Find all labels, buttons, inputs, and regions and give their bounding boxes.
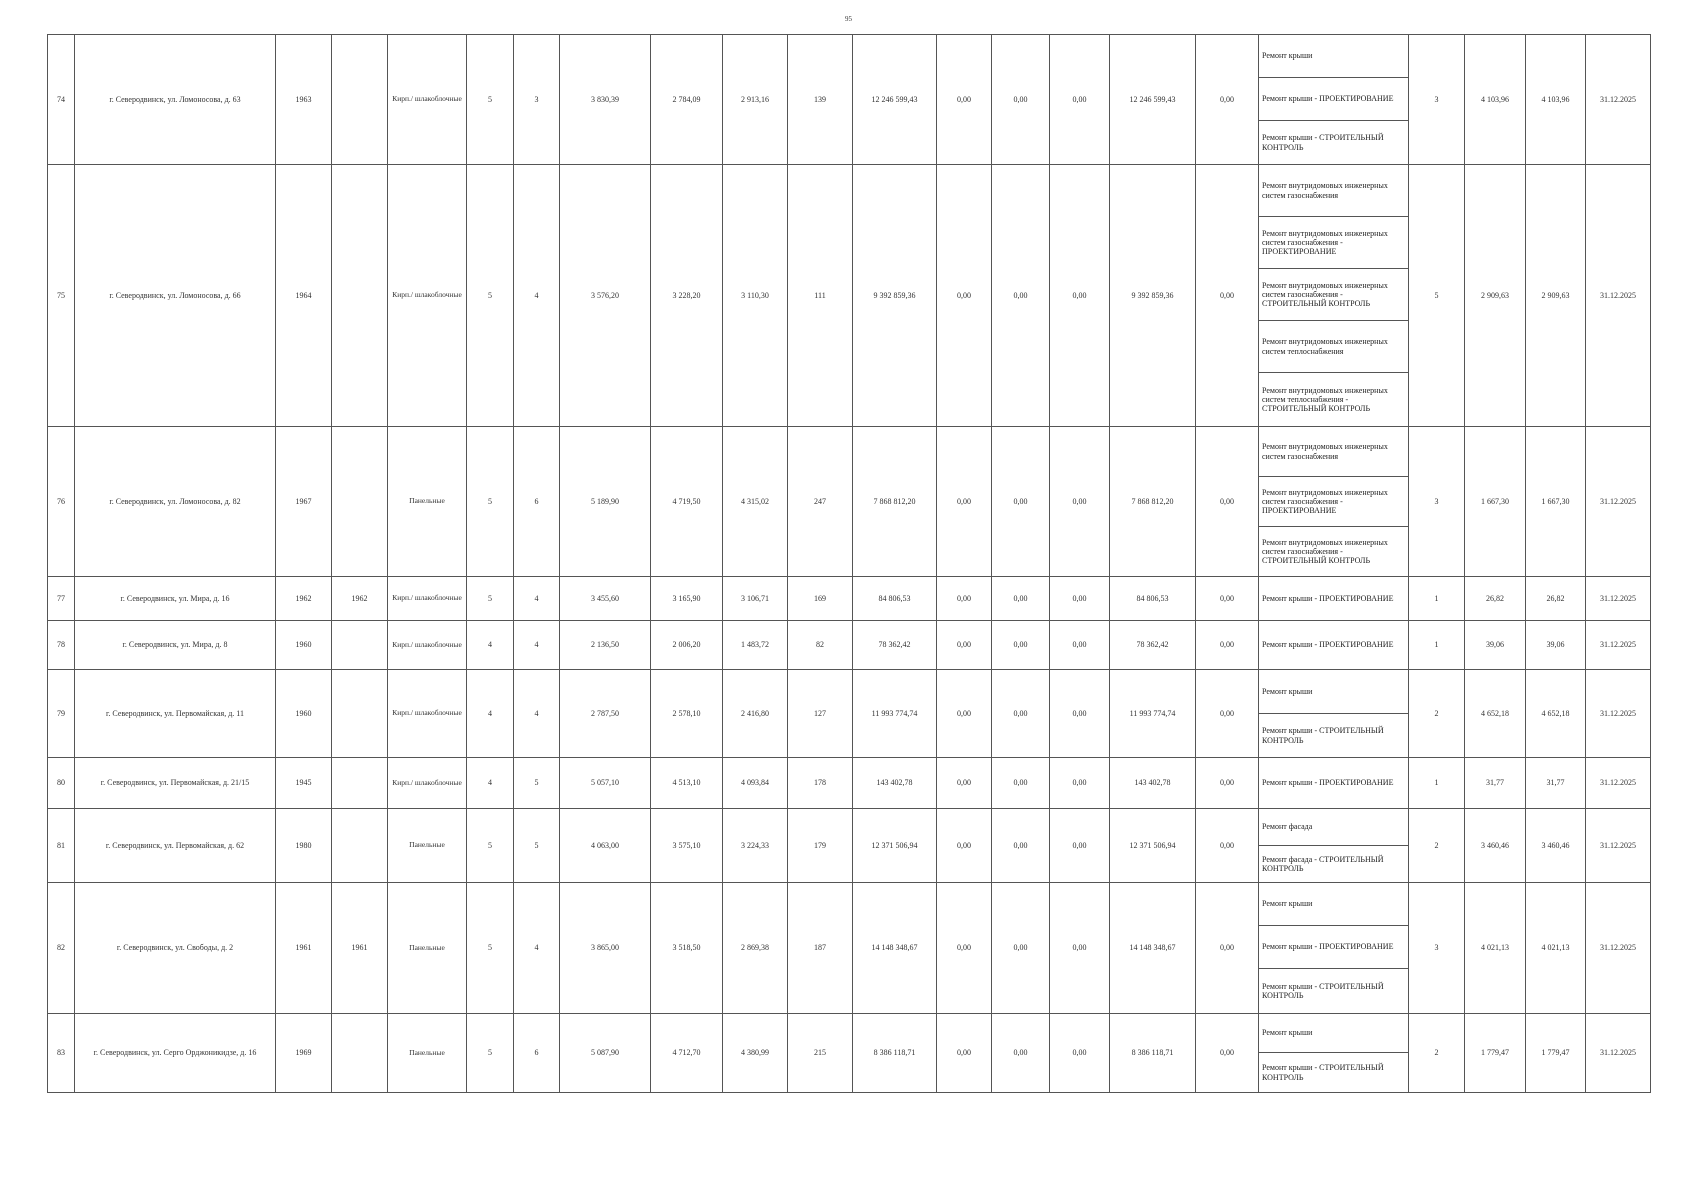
residents: 215 bbox=[788, 1014, 853, 1093]
table-row bbox=[48, 621, 1651, 670]
floors: 5 bbox=[467, 809, 514, 883]
area-total: 5 189,90 bbox=[560, 427, 651, 577]
unit-cost-max: 4 021,13 bbox=[1526, 883, 1586, 1014]
fund-local: 0,00 bbox=[1050, 758, 1110, 809]
deadline: 31.12.2025 bbox=[1586, 758, 1651, 809]
work-item: Ремонт внутридомовых инженерных систем газоснабжения - ПРОЕКТИРОВАНИЕ bbox=[1259, 217, 1409, 269]
fund-local: 0,00 bbox=[1050, 427, 1110, 577]
deadline: 31.12.2025 bbox=[1586, 621, 1651, 670]
area-living: 3 575,10 bbox=[651, 809, 723, 883]
cost-total: 84 806,53 bbox=[853, 577, 937, 621]
year-reconstructed bbox=[332, 758, 388, 809]
work-item: Ремонт крыши bbox=[1259, 35, 1409, 78]
fund-local: 0,00 bbox=[1050, 165, 1110, 427]
work-count: 3 bbox=[1409, 427, 1465, 577]
work-count: 3 bbox=[1409, 35, 1465, 165]
deadline: 31.12.2025 bbox=[1586, 577, 1651, 621]
row-number: 80 bbox=[48, 758, 75, 809]
address: г. Северодвинск, ул. Мира, д. 16 bbox=[75, 577, 276, 621]
area-living: 3 228,20 bbox=[651, 165, 723, 427]
work-count: 5 bbox=[1409, 165, 1465, 427]
floors: 5 bbox=[467, 1014, 514, 1093]
cost-total: 14 148 348,67 bbox=[853, 883, 937, 1014]
work-item: Ремонт крыши bbox=[1259, 1014, 1409, 1053]
deadline: 31.12.2025 bbox=[1586, 809, 1651, 883]
wall-material: Кирп./ шлакоблочные bbox=[388, 758, 467, 809]
cost-total: 11 993 774,74 bbox=[853, 670, 937, 758]
area-total: 5 057,10 bbox=[560, 758, 651, 809]
wall-material: Панельные bbox=[388, 427, 467, 577]
unit-cost: 3 460,46 bbox=[1465, 809, 1526, 883]
fund-local: 0,00 bbox=[1050, 1014, 1110, 1093]
area-residential: 2 416,80 bbox=[723, 670, 788, 758]
area-living: 3 165,90 bbox=[651, 577, 723, 621]
floors: 4 bbox=[467, 670, 514, 758]
entrances: 3 bbox=[514, 35, 560, 165]
fund-federal: 0,00 bbox=[937, 1014, 992, 1093]
area-total: 5 087,90 bbox=[560, 1014, 651, 1093]
fund-federal: 0,00 bbox=[937, 883, 992, 1014]
row-number: 77 bbox=[48, 577, 75, 621]
unit-cost-max: 1 779,47 bbox=[1526, 1014, 1586, 1093]
work-item: Ремонт внутридомовых инженерных систем газоснабжения bbox=[1259, 427, 1409, 477]
fund-other: 0,00 bbox=[1196, 758, 1259, 809]
table-row bbox=[48, 1014, 1651, 1053]
wall-material: Кирп./ шлакоблочные bbox=[388, 577, 467, 621]
work-item: Ремонт крыши - СТРОИТЕЛЬНЫЙ КОНТРОЛЬ bbox=[1259, 969, 1409, 1014]
wall-material: Панельные bbox=[388, 883, 467, 1014]
fund-owners: 78 362,42 bbox=[1110, 621, 1196, 670]
deadline: 31.12.2025 bbox=[1586, 1014, 1651, 1093]
area-residential: 2 913,16 bbox=[723, 35, 788, 165]
fund-other: 0,00 bbox=[1196, 165, 1259, 427]
fund-regional: 0,00 bbox=[992, 621, 1050, 670]
fund-federal: 0,00 bbox=[937, 670, 992, 758]
area-residential: 3 224,33 bbox=[723, 809, 788, 883]
work-item: Ремонт крыши - СТРОИТЕЛЬНЫЙ КОНТРОЛЬ bbox=[1259, 1053, 1409, 1093]
year-reconstructed bbox=[332, 670, 388, 758]
fund-other: 0,00 bbox=[1196, 621, 1259, 670]
work-item: Ремонт фасада bbox=[1259, 809, 1409, 846]
area-residential: 4 380,99 bbox=[723, 1014, 788, 1093]
fund-regional: 0,00 bbox=[992, 165, 1050, 427]
year-built: 1969 bbox=[276, 1014, 332, 1093]
work-item: Ремонт крыши - ПРОЕКТИРОВАНИЕ bbox=[1259, 926, 1409, 969]
area-living: 2 578,10 bbox=[651, 670, 723, 758]
fund-other: 0,00 bbox=[1196, 883, 1259, 1014]
fund-owners: 11 993 774,74 bbox=[1110, 670, 1196, 758]
unit-cost-max: 31,77 bbox=[1526, 758, 1586, 809]
year-reconstructed bbox=[332, 1014, 388, 1093]
fund-local: 0,00 bbox=[1050, 577, 1110, 621]
fund-other: 0,00 bbox=[1196, 1014, 1259, 1093]
row-number: 78 bbox=[48, 621, 75, 670]
fund-regional: 0,00 bbox=[992, 809, 1050, 883]
address: г. Северодвинск, ул. Свободы, д. 2 bbox=[75, 883, 276, 1014]
residents: 82 bbox=[788, 621, 853, 670]
fund-federal: 0,00 bbox=[937, 809, 992, 883]
wall-material: Кирп./ шлакоблочные bbox=[388, 165, 467, 427]
fund-other: 0,00 bbox=[1196, 577, 1259, 621]
floors: 5 bbox=[467, 577, 514, 621]
wall-material: Панельные bbox=[388, 1014, 467, 1093]
cost-total: 12 246 599,43 bbox=[853, 35, 937, 165]
fund-federal: 0,00 bbox=[937, 427, 992, 577]
fund-owners: 9 392 859,36 bbox=[1110, 165, 1196, 427]
area-living: 2 006,20 bbox=[651, 621, 723, 670]
fund-federal: 0,00 bbox=[937, 758, 992, 809]
area-total: 3 830,39 bbox=[560, 35, 651, 165]
unit-cost: 4 652,18 bbox=[1465, 670, 1526, 758]
year-reconstructed bbox=[332, 809, 388, 883]
fund-regional: 0,00 bbox=[992, 577, 1050, 621]
entrances: 4 bbox=[514, 883, 560, 1014]
wall-material: Кирп./ шлакоблочные bbox=[388, 35, 467, 165]
unit-cost: 39,06 bbox=[1465, 621, 1526, 670]
work-item: Ремонт внутридомовых инженерных систем газоснабжения - СТРОИТЕЛЬНЫЙ КОНТРОЛЬ bbox=[1259, 527, 1409, 577]
unit-cost: 26,82 bbox=[1465, 577, 1526, 621]
floors: 5 bbox=[467, 165, 514, 427]
fund-regional: 0,00 bbox=[992, 758, 1050, 809]
area-living: 3 518,50 bbox=[651, 883, 723, 1014]
work-count: 1 bbox=[1409, 577, 1465, 621]
work-item: Ремонт внутридомовых инженерных систем газоснабжения - ПРОЕКТИРОВАНИЕ bbox=[1259, 477, 1409, 527]
fund-owners: 143 402,78 bbox=[1110, 758, 1196, 809]
entrances: 5 bbox=[514, 809, 560, 883]
residents: 178 bbox=[788, 758, 853, 809]
deadline: 31.12.2025 bbox=[1586, 883, 1651, 1014]
floors: 4 bbox=[467, 758, 514, 809]
area-total: 2 787,50 bbox=[560, 670, 651, 758]
unit-cost-max: 4 103,96 bbox=[1526, 35, 1586, 165]
wall-material: Панельные bbox=[388, 809, 467, 883]
floors: 5 bbox=[467, 883, 514, 1014]
work-count: 3 bbox=[1409, 883, 1465, 1014]
repair-program-table bbox=[47, 34, 1651, 1093]
area-residential: 1 483,72 bbox=[723, 621, 788, 670]
table-row bbox=[48, 35, 1651, 78]
address: г. Северодвинск, ул. Ломоносова, д. 66 bbox=[75, 165, 276, 427]
fund-owners: 12 246 599,43 bbox=[1110, 35, 1196, 165]
year-built: 1960 bbox=[276, 621, 332, 670]
deadline: 31.12.2025 bbox=[1586, 670, 1651, 758]
page-number: 95 bbox=[845, 15, 852, 23]
residents: 139 bbox=[788, 35, 853, 165]
area-total: 2 136,50 bbox=[560, 621, 651, 670]
residents: 169 bbox=[788, 577, 853, 621]
year-built: 1960 bbox=[276, 670, 332, 758]
unit-cost-max: 1 667,30 bbox=[1526, 427, 1586, 577]
unit-cost-max: 2 909,63 bbox=[1526, 165, 1586, 427]
fund-regional: 0,00 bbox=[992, 1014, 1050, 1093]
year-built: 1961 bbox=[276, 883, 332, 1014]
entrances: 4 bbox=[514, 577, 560, 621]
work-item: Ремонт фасада - СТРОИТЕЛЬНЫЙ КОНТРОЛЬ bbox=[1259, 846, 1409, 883]
fund-other: 0,00 bbox=[1196, 427, 1259, 577]
fund-local: 0,00 bbox=[1050, 670, 1110, 758]
floors: 5 bbox=[467, 427, 514, 577]
fund-federal: 0,00 bbox=[937, 577, 992, 621]
work-count: 2 bbox=[1409, 670, 1465, 758]
unit-cost-max: 4 652,18 bbox=[1526, 670, 1586, 758]
unit-cost: 4 103,96 bbox=[1465, 35, 1526, 165]
fund-local: 0,00 bbox=[1050, 621, 1110, 670]
year-reconstructed bbox=[332, 427, 388, 577]
unit-cost: 4 021,13 bbox=[1465, 883, 1526, 1014]
fund-other: 0,00 bbox=[1196, 35, 1259, 165]
area-residential: 4 093,84 bbox=[723, 758, 788, 809]
work-item: Ремонт внутридомовых инженерных систем газоснабжения bbox=[1259, 165, 1409, 217]
unit-cost-max: 3 460,46 bbox=[1526, 809, 1586, 883]
residents: 127 bbox=[788, 670, 853, 758]
area-total: 3 455,60 bbox=[560, 577, 651, 621]
year-built: 1980 bbox=[276, 809, 332, 883]
work-item: Ремонт крыши bbox=[1259, 883, 1409, 926]
address: г. Северодвинск, ул. Первомайская, д. 21/15 bbox=[75, 758, 276, 809]
deadline: 31.12.2025 bbox=[1586, 35, 1651, 165]
row-number: 82 bbox=[48, 883, 75, 1014]
year-reconstructed: 1961 bbox=[332, 883, 388, 1014]
area-total: 3 576,20 bbox=[560, 165, 651, 427]
cost-total: 7 868 812,20 bbox=[853, 427, 937, 577]
entrances: 6 bbox=[514, 427, 560, 577]
deadline: 31.12.2025 bbox=[1586, 427, 1651, 577]
work-count: 2 bbox=[1409, 1014, 1465, 1093]
table-row bbox=[48, 758, 1651, 809]
fund-regional: 0,00 bbox=[992, 35, 1050, 165]
year-reconstructed bbox=[332, 35, 388, 165]
residents: 179 bbox=[788, 809, 853, 883]
work-item: Ремонт внутридомовых инженерных систем теплоснабжения - СТРОИТЕЛЬНЫЙ КОНТРОЛЬ bbox=[1259, 373, 1409, 427]
entrances: 4 bbox=[514, 165, 560, 427]
wall-material: Кирп./ шлакоблочные bbox=[388, 670, 467, 758]
work-count: 1 bbox=[1409, 621, 1465, 670]
entrances: 5 bbox=[514, 758, 560, 809]
fund-other: 0,00 bbox=[1196, 670, 1259, 758]
work-item: Ремонт крыши bbox=[1259, 670, 1409, 714]
fund-local: 0,00 bbox=[1050, 809, 1110, 883]
fund-federal: 0,00 bbox=[937, 621, 992, 670]
fund-owners: 14 148 348,67 bbox=[1110, 883, 1196, 1014]
table-row bbox=[48, 670, 1651, 714]
cost-total: 9 392 859,36 bbox=[853, 165, 937, 427]
work-item: Ремонт внутридомовых инженерных систем газоснабжения - СТРОИТЕЛЬНЫЙ КОНТРОЛЬ bbox=[1259, 269, 1409, 321]
table-row bbox=[48, 165, 1651, 217]
work-item: Ремонт крыши - ПРОЕКТИРОВАНИЕ bbox=[1259, 78, 1409, 121]
work-count: 2 bbox=[1409, 809, 1465, 883]
year-built: 1963 bbox=[276, 35, 332, 165]
work-item: Ремонт крыши - ПРОЕКТИРОВАНИЕ bbox=[1259, 758, 1409, 809]
area-total: 4 063,00 bbox=[560, 809, 651, 883]
fund-federal: 0,00 bbox=[937, 165, 992, 427]
floors: 5 bbox=[467, 35, 514, 165]
address: г. Северодвинск, ул. Первомайская, д. 62 bbox=[75, 809, 276, 883]
year-reconstructed: 1962 bbox=[332, 577, 388, 621]
year-reconstructed bbox=[332, 621, 388, 670]
fund-local: 0,00 bbox=[1050, 35, 1110, 165]
work-item: Ремонт крыши - СТРОИТЕЛЬНЫЙ КОНТРОЛЬ bbox=[1259, 121, 1409, 165]
entrances: 4 bbox=[514, 621, 560, 670]
unit-cost: 1 779,47 bbox=[1465, 1014, 1526, 1093]
work-count: 1 bbox=[1409, 758, 1465, 809]
year-built: 1945 bbox=[276, 758, 332, 809]
area-residential: 3 106,71 bbox=[723, 577, 788, 621]
unit-cost: 31,77 bbox=[1465, 758, 1526, 809]
area-residential: 4 315,02 bbox=[723, 427, 788, 577]
year-built: 1967 bbox=[276, 427, 332, 577]
cost-total: 143 402,78 bbox=[853, 758, 937, 809]
work-item: Ремонт крыши - ПРОЕКТИРОВАНИЕ bbox=[1259, 621, 1409, 670]
row-number: 79 bbox=[48, 670, 75, 758]
fund-regional: 0,00 bbox=[992, 883, 1050, 1014]
table-row bbox=[48, 809, 1651, 846]
unit-cost: 1 667,30 bbox=[1465, 427, 1526, 577]
wall-material: Кирп./ шлакоблочные bbox=[388, 621, 467, 670]
entrances: 4 bbox=[514, 670, 560, 758]
fund-other: 0,00 bbox=[1196, 809, 1259, 883]
area-residential: 3 110,30 bbox=[723, 165, 788, 427]
row-number: 74 bbox=[48, 35, 75, 165]
work-item: Ремонт крыши - СТРОИТЕЛЬНЫЙ КОНТРОЛЬ bbox=[1259, 714, 1409, 758]
fund-owners: 8 386 118,71 bbox=[1110, 1014, 1196, 1093]
entrances: 6 bbox=[514, 1014, 560, 1093]
cost-total: 12 371 506,94 bbox=[853, 809, 937, 883]
fund-local: 0,00 bbox=[1050, 883, 1110, 1014]
fund-owners: 84 806,53 bbox=[1110, 577, 1196, 621]
work-item: Ремонт внутридомовых инженерных систем теплоснабжения bbox=[1259, 321, 1409, 373]
floors: 4 bbox=[467, 621, 514, 670]
residents: 187 bbox=[788, 883, 853, 1014]
year-built: 1964 bbox=[276, 165, 332, 427]
address: г. Северодвинск, ул. Ломоносова, д. 63 bbox=[75, 35, 276, 165]
table-row bbox=[48, 883, 1651, 926]
area-total: 3 865,00 bbox=[560, 883, 651, 1014]
table-row bbox=[48, 427, 1651, 477]
cost-total: 8 386 118,71 bbox=[853, 1014, 937, 1093]
fund-regional: 0,00 bbox=[992, 670, 1050, 758]
address: г. Северодвинск, ул. Серго Орджоникидзе, д. 16 bbox=[75, 1014, 276, 1093]
deadline: 31.12.2025 bbox=[1586, 165, 1651, 427]
fund-regional: 0,00 bbox=[992, 427, 1050, 577]
address: г. Северодвинск, ул. Мира, д. 8 bbox=[75, 621, 276, 670]
area-living: 2 784,09 bbox=[651, 35, 723, 165]
area-residential: 2 869,38 bbox=[723, 883, 788, 1014]
fund-owners: 12 371 506,94 bbox=[1110, 809, 1196, 883]
year-built: 1962 bbox=[276, 577, 332, 621]
fund-owners: 7 868 812,20 bbox=[1110, 427, 1196, 577]
area-living: 4 712,70 bbox=[651, 1014, 723, 1093]
year-reconstructed bbox=[332, 165, 388, 427]
residents: 111 bbox=[788, 165, 853, 427]
address: г. Северодвинск, ул. Ломоносова, д. 82 bbox=[75, 427, 276, 577]
cost-total: 78 362,42 bbox=[853, 621, 937, 670]
area-living: 4 719,50 bbox=[651, 427, 723, 577]
row-number: 83 bbox=[48, 1014, 75, 1093]
unit-cost: 2 909,63 bbox=[1465, 165, 1526, 427]
table-row bbox=[48, 577, 1651, 621]
work-item: Ремонт крыши - ПРОЕКТИРОВАНИЕ bbox=[1259, 577, 1409, 621]
row-number: 75 bbox=[48, 165, 75, 427]
residents: 247 bbox=[788, 427, 853, 577]
row-number: 81 bbox=[48, 809, 75, 883]
address: г. Северодвинск, ул. Первомайская, д. 11 bbox=[75, 670, 276, 758]
unit-cost-max: 26,82 bbox=[1526, 577, 1586, 621]
unit-cost-max: 39,06 bbox=[1526, 621, 1586, 670]
fund-federal: 0,00 bbox=[937, 35, 992, 165]
area-living: 4 513,10 bbox=[651, 758, 723, 809]
row-number: 76 bbox=[48, 427, 75, 577]
